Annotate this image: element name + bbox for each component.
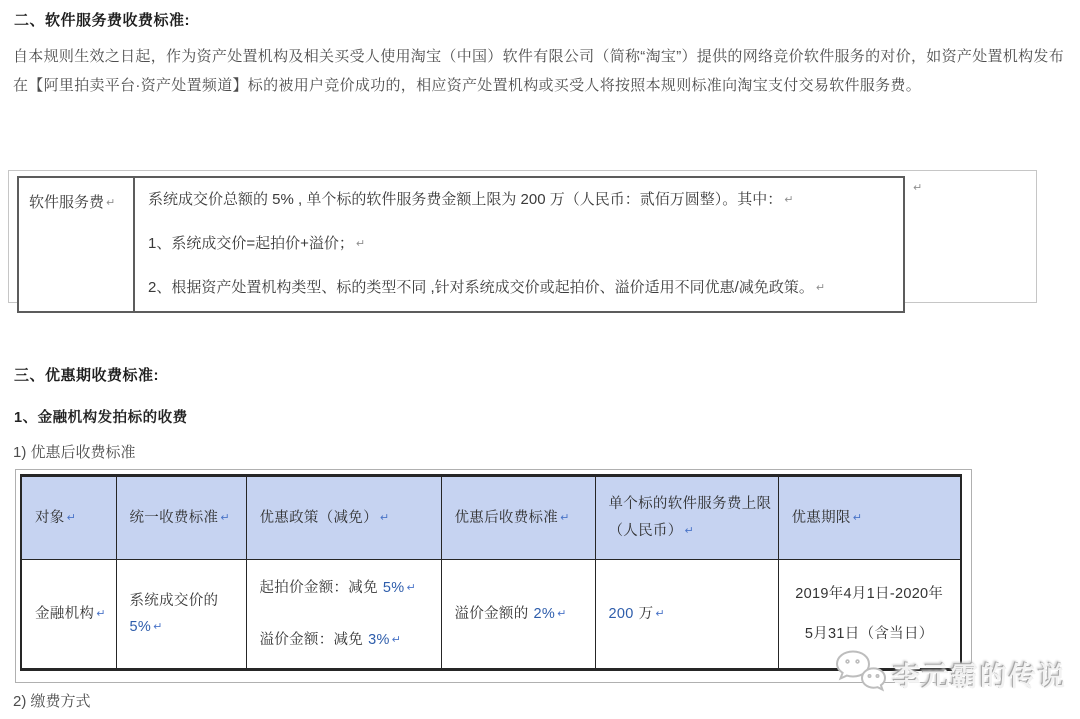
fee-table-line <box>148 277 897 299</box>
discount-table-data-row <box>21 560 961 670</box>
cell-target <box>21 560 116 670</box>
table-row <box>18 177 904 312</box>
return-mark: ↵ <box>220 511 230 524</box>
period-line1: 2019年4月1日-2020年 <box>795 586 944 602</box>
fee-table-line-text: 2、根据资产处置机构类型、标的类型不同 ,针对系统成交价或起拍价、溢价适用不同优惠/减免政策。 <box>148 279 814 296</box>
return-mark: ↵ <box>391 634 402 646</box>
percent-value: 3% <box>368 632 390 648</box>
header-label: 优惠后收费标准 <box>454 509 559 526</box>
header-period <box>778 476 961 560</box>
fee-table-line-text: 系统成交价总额的 5% , 单个标的软件服务费金额上限为 200 万（人民币：贰佰万圆整）。其中： <box>148 191 783 208</box>
return-mark: ↵ <box>66 511 77 524</box>
fee-table-line-text: 1、系统成交价=起拍价+溢价； <box>148 235 354 252</box>
return-mark: ↵ <box>913 182 923 194</box>
policy-line <box>260 575 435 601</box>
percent-value: 5% <box>129 619 152 635</box>
return-mark: ↵ <box>153 621 163 633</box>
cell-cap <box>595 560 778 670</box>
discount-table <box>20 474 962 671</box>
section3-heading: 三、优惠期收费标准: <box>14 367 159 384</box>
percent-value: 5% <box>382 580 405 596</box>
policy-line <box>260 627 435 653</box>
cell-policy <box>246 560 441 670</box>
fee-table <box>17 176 905 313</box>
return-mark: ↵ <box>557 608 567 620</box>
cell-text: 溢价金额的 <box>454 606 529 622</box>
return-mark: ↵ <box>355 238 366 250</box>
return-mark: ↵ <box>106 197 116 209</box>
fee-table-label: 软件服务费 <box>29 194 105 211</box>
return-mark: ↵ <box>852 511 863 524</box>
section3-sub2: 1) 优惠后收费标准 <box>13 444 136 461</box>
header-label: 优惠政策（减免） <box>259 509 378 526</box>
cell-value <box>130 614 240 640</box>
fee-table-content-cell <box>134 177 904 312</box>
fee-table-line <box>148 189 897 211</box>
header-label: 对象 <box>35 509 65 526</box>
fee-table-container <box>8 170 1037 303</box>
header-after <box>441 476 595 560</box>
cap-unit: 万 <box>638 606 654 622</box>
header-standard <box>116 476 246 560</box>
return-mark: ↵ <box>560 511 570 524</box>
header-label: 优惠期限 <box>791 509 851 526</box>
return-mark: ↵ <box>655 608 665 620</box>
header-cap <box>595 476 778 560</box>
return-mark: ↵ <box>96 608 106 620</box>
header-target <box>21 476 116 560</box>
cell-text: 系统成交价的 <box>129 593 219 609</box>
fee-table-line <box>148 233 897 255</box>
cell-standard <box>116 560 246 670</box>
return-mark: ↵ <box>406 582 416 594</box>
return-mark: ↵ <box>684 525 695 537</box>
header-policy <box>246 476 441 560</box>
cell-text: 金融机构 <box>35 606 95 622</box>
cell-text: 溢价金额：减免 <box>259 632 364 648</box>
cell-after <box>441 560 595 670</box>
period-line2: 5月31日（含当日） <box>804 626 934 642</box>
percent-value: 2% <box>533 606 556 622</box>
section2-heading: 二、软件服务费收费标准: <box>14 12 190 29</box>
section2-paragraph: 自本规则生效之日起，作为资产处置机构及相关买受人使用淘宝（中国）软件有限公司（简称“淘宝”）提供的网络竞价软件服务的对价，如资产处置机构发布在【阿里拍卖平台·资产处置频道】标的被用户竞价成功的，相应资产处置机构或买受人将按照本规则标准向淘宝支付交易软件服务费。 <box>13 48 1064 94</box>
cell-period <box>778 560 961 670</box>
return-mark: ↵ <box>815 282 826 294</box>
header-label: 统一收费标准 <box>129 509 219 526</box>
return-mark: ↵ <box>379 511 390 524</box>
cell-text: 起拍价金额：减免 <box>259 580 378 596</box>
section3-sub1: 1、金融机构发拍标的收费 <box>14 410 188 426</box>
section3-sub3: 2) 缴费方式 <box>13 693 91 710</box>
cap-value: 200 <box>608 606 634 622</box>
header-label: 单个标的软件服务费上限（人民币） <box>608 496 772 539</box>
fee-table-label-cell <box>18 177 134 312</box>
watermark-text: 李元霸的传说 <box>893 662 1067 692</box>
discount-table-header-row <box>21 476 961 560</box>
discount-table-container <box>15 469 972 683</box>
return-mark: ↵ <box>784 194 794 206</box>
